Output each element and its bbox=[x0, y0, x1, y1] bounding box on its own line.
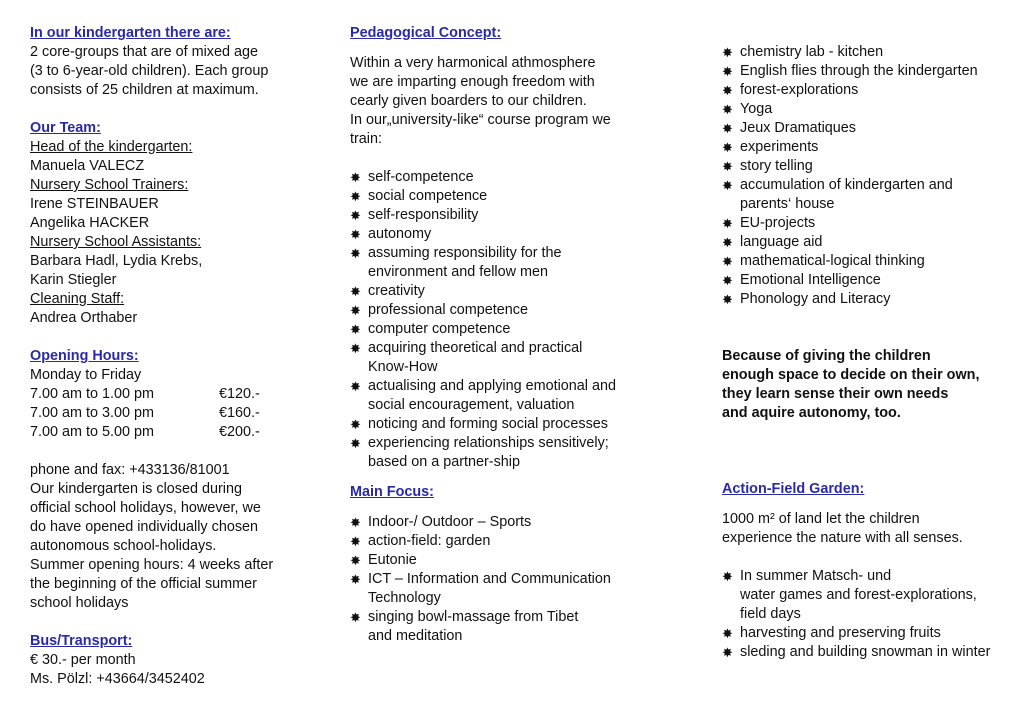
list-item bbox=[350, 608, 670, 646]
list-item bbox=[722, 290, 1020, 309]
contact-line: Our kindergarten is closed during bbox=[30, 481, 242, 497]
list-item-text: Technology bbox=[368, 590, 441, 606]
bullet-star-icon: ✸ bbox=[350, 189, 361, 204]
list-item bbox=[350, 301, 670, 320]
bullet-star-icon: ✸ bbox=[350, 341, 361, 356]
list-item bbox=[722, 138, 1020, 157]
list-item bbox=[350, 570, 670, 608]
list-item-text: Jeux Dramatiques bbox=[740, 120, 856, 136]
bullet-star-icon: ✸ bbox=[350, 379, 361, 394]
concept-line: we are imparting enough freedom with bbox=[350, 74, 595, 90]
list-item-text: based on a partner-ship bbox=[368, 454, 521, 470]
bullet-star-icon: ✸ bbox=[722, 645, 733, 660]
list-item-text: chemistry lab - kitchen bbox=[740, 44, 884, 60]
list-item bbox=[350, 551, 670, 570]
kindergarten-line: (3 to 6-year-old children). Each group bbox=[30, 63, 269, 79]
hours-row bbox=[30, 423, 330, 442]
list-item bbox=[722, 81, 1020, 100]
contact-line: school holidays bbox=[30, 595, 129, 611]
list-item bbox=[350, 206, 670, 225]
list-item bbox=[722, 233, 1020, 252]
list-item-text: English flies through the kindergarten bbox=[740, 63, 978, 79]
contact-line: do have opened individually chosen bbox=[30, 519, 259, 535]
list-item bbox=[350, 532, 670, 551]
hours-price: €200.- bbox=[219, 424, 260, 440]
trainer-name: Irene STEINBAUER bbox=[30, 196, 159, 212]
list-item bbox=[722, 214, 1020, 233]
list-item bbox=[722, 43, 1020, 62]
bullet-star-icon: ✸ bbox=[722, 140, 733, 155]
list-item bbox=[722, 157, 1020, 176]
list-item-text: In summer Matsch- und bbox=[740, 568, 892, 584]
garden-heading: Action-Field Garden: bbox=[722, 481, 865, 497]
list-item bbox=[722, 643, 1020, 662]
bullet-star-icon: ✸ bbox=[350, 170, 361, 185]
list-item-text: water games and forest-explorations, bbox=[740, 587, 977, 603]
list-item-text: acquiring theoretical and practical bbox=[368, 340, 583, 356]
list-item-text: language aid bbox=[740, 234, 823, 250]
list-item bbox=[722, 624, 1020, 643]
statement-line: and aquire autonomy, too. bbox=[722, 405, 901, 421]
list-item bbox=[722, 62, 1020, 81]
list-item-text: Yoga bbox=[740, 101, 773, 117]
bullet-star-icon: ✸ bbox=[350, 553, 361, 568]
assistants-label: Nursery School Assistants: bbox=[30, 234, 202, 250]
list-item bbox=[350, 225, 670, 244]
bullet-star-icon: ✸ bbox=[350, 417, 361, 432]
contact-line: Summer opening hours: 4 weeks after bbox=[30, 557, 274, 573]
bullet-star-icon: ✸ bbox=[350, 534, 361, 549]
hours-price: €120.- bbox=[219, 386, 260, 402]
hours-time: 7.00 am to 1.00 pm bbox=[30, 386, 154, 402]
list-item-text: and meditation bbox=[368, 628, 463, 644]
bus-line: Ms. Pölzl: +43664/3452402 bbox=[30, 671, 205, 687]
right-column bbox=[722, 43, 1020, 662]
train-list bbox=[350, 168, 670, 472]
list-item-text: assuming responsibility for the bbox=[368, 245, 562, 261]
list-item bbox=[350, 282, 670, 301]
list-item bbox=[722, 567, 1020, 624]
assistant-names: Karin Stiegler bbox=[30, 272, 117, 288]
contact-line: the beginning of the official summer bbox=[30, 576, 257, 592]
middle-column bbox=[350, 24, 670, 646]
list-item-text: singing bowl-massage from Tibet bbox=[368, 609, 579, 625]
list-item-text: forest-explorations bbox=[740, 82, 859, 98]
hours-time: 7.00 am to 5.00 pm bbox=[30, 424, 154, 440]
bullet-star-icon: ✸ bbox=[722, 45, 733, 60]
list-item-text: parents‘ house bbox=[740, 196, 835, 212]
garden-line: experience the nature with all senses. bbox=[722, 530, 963, 546]
bullet-star-icon: ✸ bbox=[722, 178, 733, 193]
bullet-star-icon: ✸ bbox=[350, 246, 361, 261]
list-item-text: Indoor-/ Outdoor – Sports bbox=[368, 514, 532, 530]
list-item bbox=[350, 434, 670, 472]
bullet-star-icon: ✸ bbox=[722, 626, 733, 641]
concept-line: train: bbox=[350, 131, 382, 147]
left-column bbox=[30, 24, 330, 689]
bullet-star-icon: ✸ bbox=[350, 436, 361, 451]
garden-line: 1000 m² of land let the children bbox=[722, 511, 920, 527]
list-item-text: self-competence bbox=[368, 169, 474, 185]
bullet-star-icon: ✸ bbox=[722, 83, 733, 98]
concept-line: cearly given boarders to our children. bbox=[350, 93, 587, 109]
list-item-text: Phonology and Literacy bbox=[740, 291, 891, 307]
list-item-text: harvesting and preserving fruits bbox=[740, 625, 941, 641]
bullet-star-icon: ✸ bbox=[350, 227, 361, 242]
list-item-text: accumulation of kindergarten and bbox=[740, 177, 953, 193]
opening-days: Monday to Friday bbox=[30, 367, 142, 383]
list-item-text: sleding and building snowman in winter bbox=[740, 644, 991, 660]
kindergarten-line: consists of 25 children at maximum. bbox=[30, 82, 259, 98]
list-item bbox=[350, 339, 670, 377]
list-item-text: Eutonie bbox=[368, 552, 417, 568]
list-item bbox=[350, 320, 670, 339]
kindergarten-heading: In our kindergarten there are: bbox=[30, 25, 231, 41]
concept-line: In our„university-like“ course program we bbox=[350, 112, 611, 128]
bullet-star-icon: ✸ bbox=[350, 610, 361, 625]
trainers-label: Nursery School Trainers: bbox=[30, 177, 189, 193]
list-item bbox=[722, 176, 1020, 214]
list-item-text: ICT – Information and Communication bbox=[368, 571, 611, 587]
list-item-text: social competence bbox=[368, 188, 488, 204]
list-item-text: professional competence bbox=[368, 302, 528, 318]
bus-heading: Bus/Transport: bbox=[30, 633, 133, 649]
list-item-text: noticing and forming social processes bbox=[368, 416, 608, 432]
bullet-star-icon: ✸ bbox=[722, 64, 733, 79]
list-item-text: environment and fellow men bbox=[368, 264, 548, 280]
list-item-text: actualising and applying emotional and bbox=[368, 378, 617, 394]
list-item bbox=[350, 513, 670, 532]
list-item-text: story telling bbox=[740, 158, 813, 174]
hours-price: €160.- bbox=[219, 405, 260, 421]
trainer-name: Angelika HACKER bbox=[30, 215, 150, 231]
statement-line: Because of giving the children bbox=[722, 348, 931, 364]
activities-list bbox=[722, 43, 1020, 309]
list-item-text: field days bbox=[740, 606, 801, 622]
bullet-star-icon: ✸ bbox=[722, 273, 733, 288]
concept-heading: Pedagogical Concept: bbox=[350, 25, 502, 41]
team-heading: Our Team: bbox=[30, 120, 101, 136]
list-item-text: computer competence bbox=[368, 321, 511, 337]
list-item bbox=[722, 271, 1020, 290]
head-label: Head of the kindergarten: bbox=[30, 139, 193, 155]
bullet-star-icon: ✸ bbox=[722, 569, 733, 584]
list-item-text: action-field: garden bbox=[368, 533, 491, 549]
bus-line: € 30.- per month bbox=[30, 652, 136, 668]
bullet-star-icon: ✸ bbox=[350, 572, 361, 587]
main-focus-heading: Main Focus: bbox=[350, 484, 434, 500]
bullet-star-icon: ✸ bbox=[722, 235, 733, 250]
list-item bbox=[350, 168, 670, 187]
bullet-star-icon: ✸ bbox=[722, 254, 733, 269]
bullet-star-icon: ✸ bbox=[350, 208, 361, 223]
list-item-text: autonomy bbox=[368, 226, 432, 242]
bullet-star-icon: ✸ bbox=[722, 216, 733, 231]
head-name: Manuela VALECZ bbox=[30, 158, 145, 174]
list-item-text: self-responsibility bbox=[368, 207, 479, 223]
list-item-text: social encouragement, valuation bbox=[368, 397, 575, 413]
list-item-text: experiencing relationships sensitively; bbox=[368, 435, 609, 451]
list-item bbox=[350, 187, 670, 206]
bullet-star-icon: ✸ bbox=[350, 515, 361, 530]
list-item-text: Know-How bbox=[368, 359, 438, 375]
list-item-text: EU-projects bbox=[740, 215, 816, 231]
concept-line: Within a very harmonical athmosphere bbox=[350, 55, 596, 71]
list-item bbox=[350, 415, 670, 434]
focus-list bbox=[350, 513, 670, 646]
list-item bbox=[350, 244, 670, 282]
cleaning-name: Andrea Orthaber bbox=[30, 310, 138, 326]
list-item bbox=[722, 252, 1020, 271]
bullet-star-icon: ✸ bbox=[722, 292, 733, 307]
statement-line: they learn sense their own needs bbox=[722, 386, 949, 402]
list-item-text: mathematical-logical thinking bbox=[740, 253, 925, 269]
hours-time: 7.00 am to 3.00 pm bbox=[30, 405, 154, 421]
kindergarten-line: 2 core-groups that are of mixed age bbox=[30, 44, 258, 60]
opening-hours-heading: Opening Hours: bbox=[30, 348, 139, 364]
list-item bbox=[350, 377, 670, 415]
bullet-star-icon: ✸ bbox=[350, 303, 361, 318]
statement-line: enough space to decide on their own, bbox=[722, 367, 980, 383]
list-item bbox=[722, 119, 1020, 138]
bullet-star-icon: ✸ bbox=[722, 121, 733, 136]
contact-line: official school holidays, however, we bbox=[30, 500, 261, 516]
bullet-star-icon: ✸ bbox=[350, 284, 361, 299]
assistant-names: Barbara Hadl, Lydia Krebs, bbox=[30, 253, 203, 269]
hours-row bbox=[30, 385, 330, 404]
bullet-star-icon: ✸ bbox=[722, 159, 733, 174]
bullet-star-icon: ✸ bbox=[350, 322, 361, 337]
cleaning-label: Cleaning Staff: bbox=[30, 291, 125, 307]
contact-line: autonomous school-holidays. bbox=[30, 538, 217, 554]
garden-list bbox=[722, 567, 1020, 662]
bullet-star-icon: ✸ bbox=[722, 102, 733, 117]
list-item bbox=[722, 100, 1020, 119]
hours-row bbox=[30, 404, 330, 423]
contact-line: phone and fax: +433136/81001 bbox=[30, 462, 230, 478]
list-item-text: Emotional Intelligence bbox=[740, 272, 881, 288]
list-item-text: creativity bbox=[368, 283, 425, 299]
list-item-text: experiments bbox=[740, 139, 819, 155]
